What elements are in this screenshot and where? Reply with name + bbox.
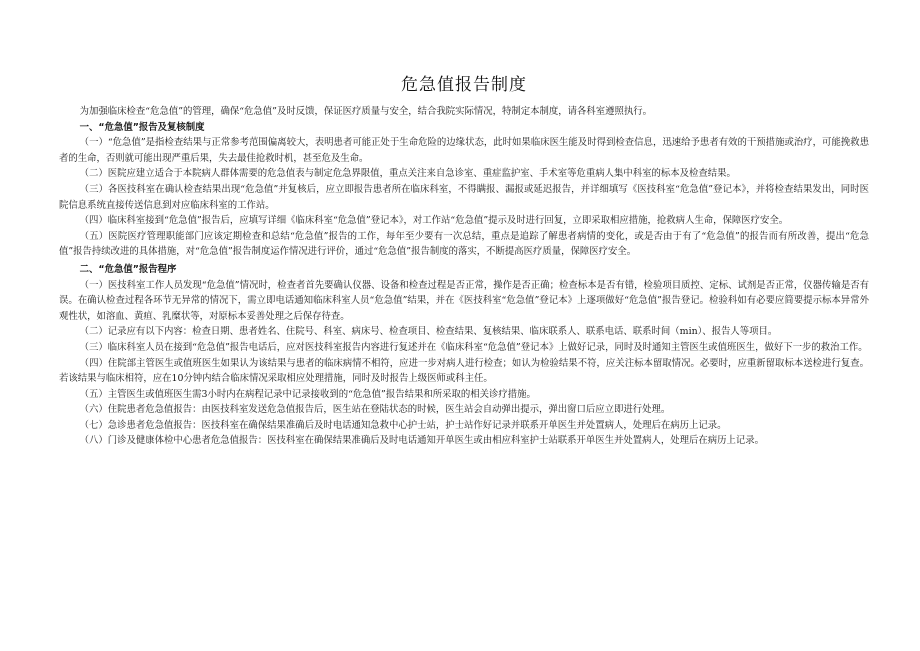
section-2-paragraph-7: （七）急诊患者危急值报告：医技科室在确保结果准确后及时电话通知急救中心护士站，护士站作好记录并联系开单医生并处置病人，处理后在病历上记录。 <box>79 419 727 431</box>
section-2-paragraph-6: （六）住院患者危急值报告：由医技科室发送危急值报告后，医生站在登陆状态的时候，医生站会自动弹出提示，弹出窗口后应立即进行处理。 <box>79 404 671 416</box>
section-1-paragraph-2: （二）医院应建立适合于本院病人群体需要的危急值表与制定危急界限值，重点关注来自急诊室、重症监护室、手术室等危重病人集中科室的标本及检查结果。 <box>79 168 736 180</box>
section-2-paragraph-1: （一）医技科室工作人员发现“危急值”情况时，检查者首先要确认仪器、设备和检查过程是否正常，操作是否正确；检查标本是否有错，检验项目质控、定标、试剂是否正常，仪器传输是否有误。在确认检查过程各环节无异常的情况下，需立即电话通知临床科室人员“危急值”结果，并在《医技科室“危急值”登记本》上逐项做好“危急值”报告登记。检验科如有必要应简要提示标本异常外观性状，如溶血、黄疸、乳糜状等，对原标本妥善处理之后保存待查。 <box>59 279 869 322</box>
section-1-paragraph-5: （五）医院医疗管理职能部门应该定期检查和总结“危急值”报告的工作，每年至少要有一次总结，重点是追踪了解患者病情的变化，或是否由于有了“危急值”的报告而有所改善，提出“危急值”报告持续改进的具体措施，对“危急值”报告制度运作情况进行评价，通过“危急值”报告制度的落实，不断提高医疗质量，保障医疗安全。 <box>59 230 869 258</box>
section-2-paragraph-4: （四）住院部主管医生或值班医生如果认为该结果与患者的临床病情不相符，应进一步对病人进行检查；如认为检验结果不符，应关注标本留取情况。必要时，应重新留取标本送检进行复查。若该结果与临床相符，应在10分钟内结合临床情况采取相应处理措施，同时及时报告上级医师或科主任。 <box>59 357 869 385</box>
document-title: 危急值报告制度 <box>401 75 527 95</box>
section-1-paragraph-1: （一）“危急值”是指检查结果与正常参考范围偏离较大，表明患者可能正处于生命危险的边缘状态，此时如果临床医生能及时得到检查信息，迅速给予患者有效的干预措施或治疗，可能挽救患者的生命，否则就可能出现严重后果，失去最佳抢救时机，甚至危及生命。 <box>59 137 869 164</box>
section-1-paragraph-3: （三）各医技科室在确认检查结果出现“危急值”并复核后，应立即报告患者所在临床科室，不得瞒报、漏报或延迟报告，并详细填写《医技科室“危急值”登记本》，并将检查结果发出，同时医院信息系统直接传送信息到对应临床科室的工作站。 <box>59 183 869 211</box>
section-1-heading: 一、“危急值”报告及复核制度 <box>79 121 205 133</box>
section-2-paragraph-2: （二）记录应有以下内容：检查日期、患者姓名、住院号、科室、病床号、检查项目、检查结果、复核结果、临床联系人、联系电话、联系时间（min）、报告人等项目。 <box>79 326 778 338</box>
section-2-paragraph-8: （八）门诊及健康体检中心患者危急值报告：医技科室在确保结果准确后及时电话通知开单医生或由相应科室护士站联系开单医生并处置病人，处理后在病历上记录。 <box>79 435 765 447</box>
document-page <box>59 70 869 449</box>
section-2-paragraph-3: （三）临床科室人员在接到“危急值”报告电话后，应对医技科室报告内容进行复述并在《临床科室“危急值”登记本》上做好记录，同时及时通知主管医生或值班医生，做好下一步的救治工作。 <box>79 341 868 353</box>
section-2-heading: 二、“危急值”报告程序 <box>79 263 177 275</box>
section-1-paragraph-4: （四）临床科室接到“危急值”报告后，应填写详细《临床科室“危急值”登记本》，对工作站“危急值”提示及时进行回复，立即采取相应措施，抢救病人生命，保障医疗安全。 <box>79 215 789 227</box>
section-2-paragraph-5: （五）主管医生或值班医生需3小时内在病程记录中记录接收到的“危急值”报告结果和所采取的相关诊疗措施。 <box>79 388 536 400</box>
intro-paragraph: 为加强临床检查“危急值”的管理，确保“危急值”及时反馈，保证医疗质量与安全，结合我院实际情况，特制定本制度，请各科室遵照执行。 <box>79 106 652 117</box>
